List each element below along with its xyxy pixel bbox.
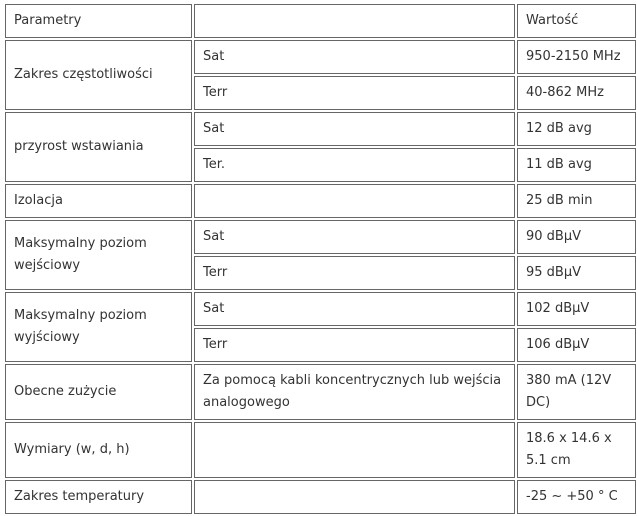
empty-cell bbox=[194, 480, 515, 514]
param-value: -25 ~ +50 ° C bbox=[517, 480, 636, 514]
table-row bbox=[5, 364, 636, 420]
param-desc: Za pomocą kabli koncentrycznych lub wejścia analogowego bbox=[194, 364, 515, 420]
table-row bbox=[5, 422, 636, 478]
param-value: 90 dBµV bbox=[517, 220, 636, 254]
param-label: Zakres częstotliwości bbox=[5, 40, 192, 110]
table-row-header bbox=[5, 4, 636, 38]
specs-table bbox=[3, 2, 637, 516]
empty-cell bbox=[194, 184, 515, 218]
param-label: Izolacja bbox=[5, 184, 192, 218]
sub-label: Terr bbox=[194, 76, 515, 110]
table-row bbox=[5, 40, 636, 74]
sub-label: Terr bbox=[194, 256, 515, 290]
header-mid bbox=[194, 4, 515, 38]
param-label: przyrost wstawiania bbox=[5, 112, 192, 182]
param-label: Zakres temperatury bbox=[5, 480, 192, 514]
param-value: 106 dBµV bbox=[517, 328, 636, 362]
param-value: 25 dB min bbox=[517, 184, 636, 218]
table-row bbox=[5, 184, 636, 218]
param-value: 950-2150 MHz bbox=[517, 40, 636, 74]
table-row bbox=[5, 112, 636, 146]
table-row bbox=[5, 292, 636, 326]
param-value: 102 dBµV bbox=[517, 292, 636, 326]
sub-label: Sat bbox=[194, 112, 515, 146]
param-value: 40-862 MHz bbox=[517, 76, 636, 110]
sub-label: Ter. bbox=[194, 148, 515, 182]
param-value: 12 dB avg bbox=[517, 112, 636, 146]
param-label: Maksymalny poziom wejściowy bbox=[5, 220, 192, 290]
header-param: Parametry bbox=[5, 4, 192, 38]
sub-label: Sat bbox=[194, 292, 515, 326]
header-value: Wartość bbox=[517, 4, 636, 38]
sub-label: Terr bbox=[194, 328, 515, 362]
sub-label: Sat bbox=[194, 220, 515, 254]
table-row bbox=[5, 480, 636, 514]
param-value: 380 mA (12V DC) bbox=[517, 364, 636, 420]
param-label: Wymiary (w, d, h) bbox=[5, 422, 192, 478]
empty-cell bbox=[194, 422, 515, 478]
param-value: 18.6 x 14.6 x 5.1 cm bbox=[517, 422, 636, 478]
param-value: 11 dB avg bbox=[517, 148, 636, 182]
param-label: Obecne zużycie bbox=[5, 364, 192, 420]
sub-label: Sat bbox=[194, 40, 515, 74]
param-value: 95 dBµV bbox=[517, 256, 636, 290]
param-label: Maksymalny poziom wyjściowy bbox=[5, 292, 192, 362]
table-row bbox=[5, 220, 636, 254]
